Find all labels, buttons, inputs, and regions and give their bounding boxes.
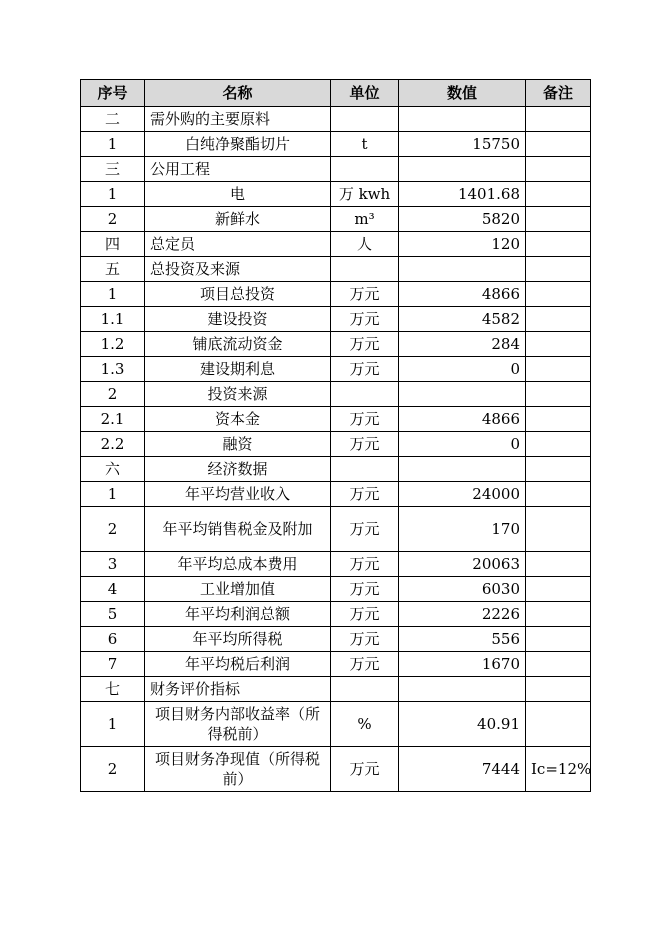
table-row [81,257,591,282]
row-value: 20063 [399,552,526,577]
row-number: 1 [81,702,145,747]
row-number: 6 [81,627,145,652]
row-name: 电 [145,182,331,207]
row-value: 1670 [399,652,526,677]
table-row [81,307,591,332]
table-row [81,677,591,702]
row-unit: 万元 [331,307,399,332]
row-number: 2 [81,747,145,792]
row-value: 2226 [399,602,526,627]
row-number: 3 [81,552,145,577]
row-name: 铺底流动资金 [145,332,331,357]
row-unit [331,457,399,482]
row-note [526,577,591,602]
row-name: 建设投资 [145,307,331,332]
row-name: 年平均利润总额 [145,602,331,627]
row-note [526,507,591,552]
row-number: 1 [81,282,145,307]
row-unit: 万元 [331,627,399,652]
row-unit: 万元 [331,432,399,457]
row-number: 1.1 [81,307,145,332]
row-number: 2 [81,382,145,407]
table-row [81,652,591,677]
row-unit: 万元 [331,652,399,677]
row-unit: 万元 [331,282,399,307]
row-note [526,232,591,257]
row-name: 融资 [145,432,331,457]
row-name: 项目财务净现值（所得税前） [145,747,331,792]
table-row [81,282,591,307]
row-note [526,107,591,132]
row-name: 年平均营业收入 [145,482,331,507]
row-unit: m³ [331,207,399,232]
row-unit: 万元 [331,332,399,357]
row-value: 0 [399,432,526,457]
table-header-row [81,80,591,107]
row-value: 6030 [399,577,526,602]
row-name: 总定员 [145,232,331,257]
row-number: 七 [81,677,145,702]
row-name: 年平均销售税金及附加 [145,507,331,552]
row-number: 1 [81,132,145,157]
row-note: Ic=12% [526,747,591,792]
row-note [526,357,591,382]
row-unit: 万元 [331,747,399,792]
row-note [526,332,591,357]
row-unit: 人 [331,232,399,257]
row-value: 1401.68 [399,182,526,207]
row-note [526,602,591,627]
row-value: 170 [399,507,526,552]
header-note: 备注 [526,80,591,107]
table-row [81,577,591,602]
row-number: 1.2 [81,332,145,357]
row-unit: t [331,132,399,157]
row-name: 总投资及来源 [145,257,331,282]
row-value [399,677,526,702]
table-row [81,232,591,257]
row-name: 白纯净聚酯切片 [145,132,331,157]
row-unit: 万 kwh [331,182,399,207]
row-unit: % [331,702,399,747]
row-value: 120 [399,232,526,257]
header-name: 名称 [145,80,331,107]
row-note [526,627,591,652]
table-row [81,747,591,792]
row-value: 40.91 [399,702,526,747]
table-row [81,182,591,207]
row-value [399,257,526,282]
row-note [526,432,591,457]
row-name: 项目财务内部收益率（所得税前） [145,702,331,747]
row-unit [331,677,399,702]
row-value: 4582 [399,307,526,332]
row-note [526,407,591,432]
row-note [526,482,591,507]
table-body [81,107,591,792]
row-unit [331,257,399,282]
row-unit [331,382,399,407]
row-number: 二 [81,107,145,132]
row-number: 2 [81,207,145,232]
row-value: 7444 [399,747,526,792]
row-name: 财务评价指标 [145,677,331,702]
row-number: 五 [81,257,145,282]
row-value [399,382,526,407]
table-row [81,552,591,577]
row-value: 4866 [399,407,526,432]
row-unit: 万元 [331,407,399,432]
row-note [526,457,591,482]
row-note [526,552,591,577]
row-number: 三 [81,157,145,182]
row-unit: 万元 [331,507,399,552]
row-value: 284 [399,332,526,357]
row-unit: 万元 [331,577,399,602]
row-name: 资本金 [145,407,331,432]
row-value [399,107,526,132]
row-unit [331,107,399,132]
table-row [81,507,591,552]
row-name: 建设期利息 [145,357,331,382]
table-row [81,702,591,747]
row-unit: 万元 [331,357,399,382]
row-unit [331,157,399,182]
header-unit: 单位 [331,80,399,107]
row-value: 15750 [399,132,526,157]
row-name: 年平均总成本费用 [145,552,331,577]
row-note [526,702,591,747]
row-note [526,157,591,182]
row-name: 年平均所得税 [145,627,331,652]
row-value: 4866 [399,282,526,307]
row-value [399,457,526,482]
row-note [526,282,591,307]
row-note [526,132,591,157]
table-row [81,157,591,182]
row-number: 2 [81,507,145,552]
table-row [81,207,591,232]
row-name: 新鲜水 [145,207,331,232]
table-row [81,382,591,407]
row-number: 1.3 [81,357,145,382]
table-row [81,132,591,157]
header-no: 序号 [81,80,145,107]
row-name: 年平均税后利润 [145,652,331,677]
row-value: 556 [399,627,526,652]
row-value: 24000 [399,482,526,507]
row-number: 5 [81,602,145,627]
table-row [81,482,591,507]
row-number: 四 [81,232,145,257]
row-unit: 万元 [331,482,399,507]
row-unit: 万元 [331,602,399,627]
row-name: 项目总投资 [145,282,331,307]
table-row [81,332,591,357]
table-row [81,432,591,457]
row-value [399,157,526,182]
row-name: 需外购的主要原料 [145,107,331,132]
row-number: 2.1 [81,407,145,432]
table-row [81,627,591,652]
row-number: 1 [81,482,145,507]
row-number: 4 [81,577,145,602]
row-note [526,652,591,677]
row-note [526,382,591,407]
row-number: 1 [81,182,145,207]
table-row [81,407,591,432]
table-row [81,357,591,382]
row-name: 公用工程 [145,157,331,182]
header-value: 数值 [399,80,526,107]
row-note [526,257,591,282]
row-number: 2.2 [81,432,145,457]
table-row [81,457,591,482]
row-number: 7 [81,652,145,677]
table-row [81,602,591,627]
row-value: 5820 [399,207,526,232]
row-value: 0 [399,357,526,382]
row-note [526,307,591,332]
row-name: 经济数据 [145,457,331,482]
project-indicator-table [80,79,591,792]
row-note [526,182,591,207]
row-number: 六 [81,457,145,482]
row-note [526,207,591,232]
row-unit: 万元 [331,552,399,577]
row-name: 工业增加值 [145,577,331,602]
row-name: 投资来源 [145,382,331,407]
row-note [526,677,591,702]
table-row [81,107,591,132]
